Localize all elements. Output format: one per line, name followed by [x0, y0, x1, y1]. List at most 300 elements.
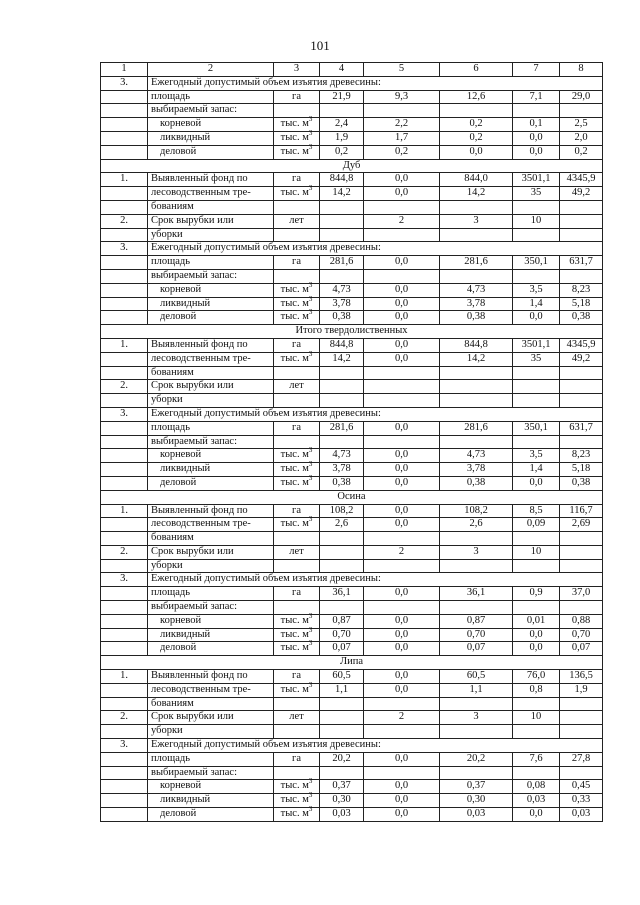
unit-cell: лет [274, 545, 320, 559]
value-cell: 0,2 [320, 145, 364, 159]
value-cell: 0,0 [513, 808, 560, 822]
cubic-superscript: 3 [308, 280, 313, 289]
table-row [101, 104, 603, 118]
value-cell: 281,6 [440, 421, 513, 435]
cubic-superscript: 3 [308, 791, 313, 800]
item-label: Ежегодный допустимый объем изъятия древесины: [148, 739, 603, 753]
table-row [101, 421, 603, 435]
value-cell [364, 269, 440, 283]
value-cell: 3,78 [440, 463, 513, 477]
value-cell [513, 104, 560, 118]
item-label: Ежегодный допустимый объем изъятия древесины: [148, 242, 603, 256]
cubic-superscript: 3 [308, 473, 313, 482]
table-row [101, 145, 603, 159]
unit-cell: тыс. $м^3$ [274, 187, 320, 201]
value-cell [364, 435, 440, 449]
value-cell: 0,70 [440, 628, 513, 642]
value-cell: 14,2 [320, 187, 364, 201]
table-row [101, 269, 603, 283]
table-row [101, 587, 603, 601]
value-cell: 37,0 [560, 587, 603, 601]
table-row [101, 90, 603, 104]
item-label: ликвидный [148, 794, 274, 808]
unit-cell: га [274, 421, 320, 435]
item-number [101, 532, 148, 546]
value-cell [560, 601, 603, 615]
item-label: ликвидный [148, 463, 274, 477]
unit-cell [274, 394, 320, 408]
value-cell [560, 214, 603, 228]
unit-cell: лет [274, 380, 320, 394]
value-cell: 0,0 [364, 449, 440, 463]
value-cell: 1,7 [364, 131, 440, 145]
unit-cell: тыс. $м^3$ [274, 628, 320, 642]
value-cell: 0,87 [320, 614, 364, 628]
table-row [101, 573, 603, 587]
table-row [101, 214, 603, 228]
item-number [101, 628, 148, 642]
value-cell [364, 559, 440, 573]
table-row [101, 752, 603, 766]
value-cell [440, 697, 513, 711]
item-number [101, 794, 148, 808]
value-cell: 0,0 [364, 642, 440, 656]
value-cell: 0,45 [560, 780, 603, 794]
value-cell [440, 532, 513, 546]
value-cell: 0,09 [513, 518, 560, 532]
item-number [101, 780, 148, 794]
cubic-superscript: 3 [308, 625, 313, 634]
table-row [101, 256, 603, 270]
item-number [101, 311, 148, 325]
item-label: лесоводственным тре- [148, 683, 274, 697]
value-cell [320, 697, 364, 711]
value-cell: 0,0 [364, 256, 440, 270]
value-cell: 20,2 [320, 752, 364, 766]
item-number [101, 766, 148, 780]
value-cell: 844,8 [320, 173, 364, 187]
value-cell [560, 394, 603, 408]
value-cell: 2,5 [560, 118, 603, 132]
value-cell: 0,0 [364, 752, 440, 766]
value-cell: 3,5 [513, 449, 560, 463]
value-cell: 8,23 [560, 283, 603, 297]
value-cell [513, 380, 560, 394]
item-label: уборки [148, 725, 274, 739]
table-body [101, 63, 603, 822]
value-cell [560, 380, 603, 394]
value-cell: 0,37 [440, 780, 513, 794]
item-label: деловой [148, 145, 274, 159]
item-number [101, 131, 148, 145]
table-row [101, 283, 603, 297]
value-cell [513, 766, 560, 780]
value-cell: 0,03 [440, 808, 513, 822]
cubic-superscript: 3 [308, 460, 313, 469]
value-cell: 0,0 [364, 683, 440, 697]
unit-cell: га [274, 504, 320, 518]
unit-cell [274, 269, 320, 283]
value-cell [440, 559, 513, 573]
value-cell [560, 725, 603, 739]
value-cell [560, 532, 603, 546]
table-row [101, 670, 603, 684]
item-number [101, 449, 148, 463]
value-cell [320, 380, 364, 394]
value-cell: 0,30 [440, 794, 513, 808]
value-cell: 10 [513, 711, 560, 725]
item-number [101, 587, 148, 601]
item-number: 3. [101, 407, 148, 421]
item-number [101, 463, 148, 477]
value-cell [364, 532, 440, 546]
item-number: 2. [101, 545, 148, 559]
value-cell: 0,0 [513, 642, 560, 656]
item-label: Срок вырубки или [148, 380, 274, 394]
unit-cell: тыс. $м^3$ [274, 463, 320, 477]
value-cell [320, 532, 364, 546]
value-cell: 0,03 [560, 808, 603, 822]
forest-harvest-table [100, 62, 603, 822]
value-cell: 5,18 [560, 463, 603, 477]
item-label: бованиям [148, 697, 274, 711]
species-heading: Дуб [101, 159, 603, 173]
value-cell: 0,0 [513, 311, 560, 325]
value-cell: 35 [513, 352, 560, 366]
cubic-superscript: 3 [308, 639, 313, 648]
item-label: Ежегодный допустимый объем изъятия древесины: [148, 407, 603, 421]
item-number [101, 200, 148, 214]
table-row [101, 739, 603, 753]
value-cell: 60,5 [440, 670, 513, 684]
item-number [101, 642, 148, 656]
value-cell: 0,0 [513, 476, 560, 490]
value-cell: 35 [513, 187, 560, 201]
table-row [101, 476, 603, 490]
value-cell: 0,30 [320, 794, 364, 808]
species-heading: Осина [101, 490, 603, 504]
value-cell [560, 200, 603, 214]
species-section-row [101, 325, 603, 339]
item-label: площадь [148, 587, 274, 601]
unit-cell: тыс. $м^3$ [274, 352, 320, 366]
value-cell: 350,1 [513, 421, 560, 435]
item-number [101, 297, 148, 311]
value-cell: 116,7 [560, 504, 603, 518]
value-cell: 631,7 [560, 256, 603, 270]
unit-cell: га [274, 587, 320, 601]
item-number [101, 421, 148, 435]
item-number: 2. [101, 711, 148, 725]
item-label: деловой [148, 642, 274, 656]
value-cell: 0,0 [364, 780, 440, 794]
value-cell: 3 [440, 711, 513, 725]
table-row [101, 449, 603, 463]
value-cell: 3501,1 [513, 173, 560, 187]
item-label: площадь [148, 256, 274, 270]
value-cell: 2,0 [560, 131, 603, 145]
table-row [101, 311, 603, 325]
value-cell: 0,38 [560, 311, 603, 325]
item-label: выбираемый запас: [148, 435, 274, 449]
value-cell [440, 725, 513, 739]
value-cell: 281,6 [320, 421, 364, 435]
unit-cell: лет [274, 711, 320, 725]
value-cell: 0,03 [513, 794, 560, 808]
cubic-superscript: 3 [308, 611, 313, 620]
item-label: Выявленный фонд по [148, 338, 274, 352]
value-cell: 1,1 [440, 683, 513, 697]
table-row [101, 187, 603, 201]
item-label: деловой [148, 808, 274, 822]
value-cell: 108,2 [320, 504, 364, 518]
value-cell: 76,0 [513, 670, 560, 684]
value-cell: 0,0 [364, 504, 440, 518]
unit-cell: тыс. $м^3$ [274, 794, 320, 808]
item-number [101, 559, 148, 573]
value-cell: 0,2 [560, 145, 603, 159]
value-cell [560, 228, 603, 242]
table-row [101, 504, 603, 518]
value-cell [320, 559, 364, 573]
unit-cell [274, 559, 320, 573]
value-cell [560, 766, 603, 780]
value-cell: 0,38 [320, 476, 364, 490]
value-cell: 1,4 [513, 463, 560, 477]
table-row [101, 366, 603, 380]
column-number: 2 [148, 63, 274, 77]
table-row [101, 642, 603, 656]
table-row [101, 794, 603, 808]
unit-cell [274, 601, 320, 615]
unit-cell: тыс. $м^3$ [274, 614, 320, 628]
value-cell: 3501,1 [513, 338, 560, 352]
cubic-superscript: 3 [308, 446, 313, 455]
value-cell: 0,37 [320, 780, 364, 794]
item-label: деловой [148, 311, 274, 325]
item-number: 2. [101, 214, 148, 228]
value-cell: 14,2 [440, 352, 513, 366]
value-cell [560, 104, 603, 118]
table-row [101, 76, 603, 90]
value-cell [513, 200, 560, 214]
value-cell: 0,0 [364, 352, 440, 366]
item-label: лесоводственным тре- [148, 518, 274, 532]
value-cell: 2,2 [364, 118, 440, 132]
value-cell: 0,0 [513, 628, 560, 642]
value-cell: 0,0 [364, 614, 440, 628]
value-cell: 60,5 [320, 670, 364, 684]
unit-cell: тыс. $м^3$ [274, 808, 320, 822]
table-row [101, 352, 603, 366]
value-cell [320, 435, 364, 449]
value-cell: 0,08 [513, 780, 560, 794]
value-cell: 7,1 [513, 90, 560, 104]
value-cell [513, 394, 560, 408]
item-number [101, 269, 148, 283]
value-cell: 0,8 [513, 683, 560, 697]
item-label: корневой [148, 780, 274, 794]
item-label: Ежегодный допустимый объем изъятия древесины: [148, 573, 603, 587]
value-cell: 0,0 [364, 173, 440, 187]
cubic-superscript: 3 [308, 308, 313, 317]
item-label: Срок вырубки или [148, 545, 274, 559]
value-cell [364, 200, 440, 214]
value-cell: 4345,9 [560, 173, 603, 187]
item-label: ликвидный [148, 297, 274, 311]
item-number: 1. [101, 670, 148, 684]
item-number [101, 352, 148, 366]
value-cell [440, 766, 513, 780]
item-number [101, 518, 148, 532]
value-cell: 12,6 [440, 90, 513, 104]
value-cell: 0,0 [364, 518, 440, 532]
value-cell: 1,9 [320, 131, 364, 145]
value-cell: 844,8 [440, 338, 513, 352]
item-label: бованиям [148, 532, 274, 546]
value-cell: 0,2 [440, 118, 513, 132]
value-cell [440, 366, 513, 380]
value-cell: 4,73 [320, 283, 364, 297]
item-number [101, 725, 148, 739]
value-cell [560, 435, 603, 449]
item-label: корневой [148, 449, 274, 463]
table-row [101, 614, 603, 628]
table-row [101, 131, 603, 145]
column-number-row [101, 63, 603, 77]
value-cell [320, 104, 364, 118]
item-label: Срок вырубки или [148, 711, 274, 725]
item-label: выбираемый запас: [148, 601, 274, 615]
item-number [101, 104, 148, 118]
value-cell [320, 601, 364, 615]
value-cell: 4,73 [440, 283, 513, 297]
item-number: 1. [101, 504, 148, 518]
item-number [101, 366, 148, 380]
value-cell: 5,18 [560, 297, 603, 311]
value-cell: 9,3 [364, 90, 440, 104]
unit-cell: тыс. $м^3$ [274, 118, 320, 132]
item-number [101, 145, 148, 159]
value-cell: 2 [364, 214, 440, 228]
value-cell [320, 394, 364, 408]
species-section-row [101, 159, 603, 173]
value-cell: 0,0 [364, 670, 440, 684]
value-cell: 3 [440, 214, 513, 228]
item-number [101, 118, 148, 132]
value-cell: 3 [440, 545, 513, 559]
table-row [101, 766, 603, 780]
value-cell: 281,6 [440, 256, 513, 270]
value-cell [440, 601, 513, 615]
page-number: 101 [310, 38, 330, 53]
value-cell: 0,38 [440, 311, 513, 325]
table-row [101, 435, 603, 449]
value-cell: 2,6 [440, 518, 513, 532]
value-cell: 8,23 [560, 449, 603, 463]
item-number [101, 697, 148, 711]
value-cell: 0,07 [560, 642, 603, 656]
cubic-superscript: 3 [308, 680, 313, 689]
cubic-superscript: 3 [308, 805, 313, 814]
value-cell: 49,2 [560, 352, 603, 366]
value-cell [320, 766, 364, 780]
item-number: 3. [101, 242, 148, 256]
value-cell [320, 545, 364, 559]
unit-cell [274, 725, 320, 739]
table-row [101, 697, 603, 711]
column-number: 5 [364, 63, 440, 77]
item-number: 3. [101, 76, 148, 90]
unit-cell [274, 228, 320, 242]
unit-cell: тыс. $м^3$ [274, 683, 320, 697]
value-cell: 3,78 [320, 297, 364, 311]
unit-cell: га [274, 670, 320, 684]
value-cell [364, 601, 440, 615]
species-heading: Итого твердолиственных [101, 325, 603, 339]
unit-cell [274, 697, 320, 711]
value-cell [364, 366, 440, 380]
column-number: 7 [513, 63, 560, 77]
table-row [101, 242, 603, 256]
cubic-superscript: 3 [308, 349, 313, 358]
item-number [101, 256, 148, 270]
item-label: лесоводственным тре- [148, 352, 274, 366]
table-row [101, 394, 603, 408]
value-cell: 0,0 [364, 187, 440, 201]
item-number [101, 283, 148, 297]
unit-cell: тыс. $м^3$ [274, 518, 320, 532]
value-cell: 8,5 [513, 504, 560, 518]
item-number [101, 752, 148, 766]
unit-cell: тыс. $м^3$ [274, 145, 320, 159]
value-cell: 0,0 [513, 145, 560, 159]
value-cell: 2 [364, 711, 440, 725]
table-row [101, 601, 603, 615]
value-cell: 3,78 [320, 463, 364, 477]
unit-cell [274, 200, 320, 214]
item-label: Ежегодный допустимый объем изъятия древесины: [148, 76, 603, 90]
table-row [101, 559, 603, 573]
unit-cell: тыс. $м^3$ [274, 283, 320, 297]
value-cell: 0,38 [320, 311, 364, 325]
item-label: корневой [148, 118, 274, 132]
value-cell [440, 380, 513, 394]
value-cell: 3,78 [440, 297, 513, 311]
value-cell: 10 [513, 214, 560, 228]
value-cell: 0,01 [513, 614, 560, 628]
value-cell [440, 269, 513, 283]
item-number [101, 808, 148, 822]
unit-cell: лет [274, 214, 320, 228]
value-cell: 0,88 [560, 614, 603, 628]
table-row [101, 118, 603, 132]
table-row [101, 711, 603, 725]
item-number [101, 476, 148, 490]
value-cell: 4345,9 [560, 338, 603, 352]
species-section-row [101, 656, 603, 670]
value-cell: 2 [364, 545, 440, 559]
value-cell: 844,8 [320, 338, 364, 352]
table-row [101, 463, 603, 477]
value-cell: 281,6 [320, 256, 364, 270]
value-cell [440, 394, 513, 408]
item-label: Выявленный фонд по [148, 504, 274, 518]
cubic-superscript: 3 [308, 777, 313, 786]
value-cell: 0,0 [364, 283, 440, 297]
value-cell: 2,69 [560, 518, 603, 532]
unit-cell: тыс. $м^3$ [274, 311, 320, 325]
